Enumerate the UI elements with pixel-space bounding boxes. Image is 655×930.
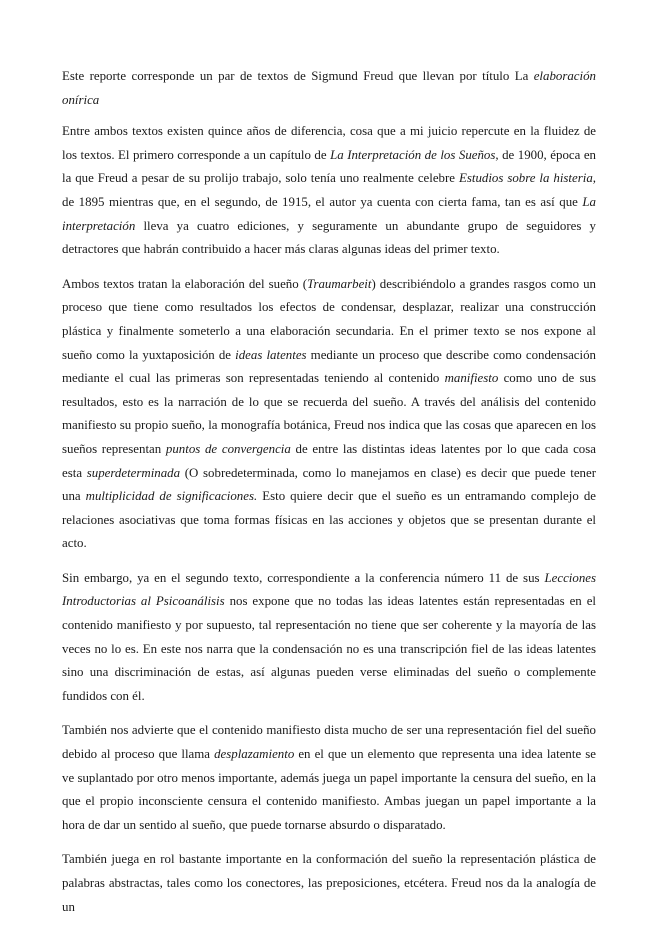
- italic-term: desplazamiento: [214, 747, 295, 762]
- italic-term: elaboración onírica: [62, 69, 596, 107]
- paragraph-plastic-representation: También juega en rol bastante importante en la conformación del sueño la representación plástica de palabras abstractas, tales como los conectores, las preposiciones, etcétera. Freud nos da la analogía de un: [62, 852, 596, 914]
- italic-term: ideas latentes: [235, 347, 307, 362]
- italic-term: La Interpretación de los Sueños: [330, 147, 496, 162]
- paragraph-intro: Este reporte corresponde un par de textos de Sigmund Freud que llevan por título La elaboración onírica: [62, 69, 596, 107]
- paragraph-first-text: Ambos textos tratan la elaboración del sueño (Traumarbeit) describiéndolo a grandes rasgos como un proceso que tiene como resultados los efectos de condensar, desplazar, realizar una construcción plástica y finalmente someterlo a una elaboración secundaria. En el primer texto se nos expone al sueño como la yuxtaposición de ideas latentes mediante un proceso que describe como condensación mediante el cual las primeras son representadas teniendo al contenido manifiesto como uno de sus resultados, esto es la narración de lo que se recuerda del sueño. A través del análisis del contenido manifiesto su propio sueño, la monografía botánica, Freud nos indica que las cosas que aparecen en los sueños representan puntos de convergencia de entre las distintas ideas latentes por lo que cada cosa esta superdeterminada (O sobredeterminada, como lo manejamos en clase) es decir que puede tener una multiplicidad de significaciones. Esto quiere decir que el sueño es un entramando complejo de relaciones asociativas que toma formas físicas en las acciones y objetos que se presentan durante el acto.: [62, 276, 596, 551]
- italic-term: Traumarbeit: [307, 276, 372, 291]
- paragraph-context: Entre ambos textos existen quince años de diferencia, cosa que a mi juicio repercute en la fluidez de los textos. El primero corresponde a un capítulo de La Interpretación de los Sueños, de 1900, época en la que Freud a pesar de su prolijo trabajo, solo tenía uno realmente celebre Estudios sobre la histeria, de 1895 mientras que, en el segundo, de 1915, el autor ya cuenta con cierta fama, tan es así que La interpretación lleva ya cuatro ediciones, y seguramente un abundante grupo de seguidores y detractores que habrán contribuido a hacer más claras algunas ideas del primer texto.: [62, 124, 596, 257]
- italic-term: superdeterminada: [86, 465, 181, 480]
- italic-term: La interpretación: [62, 194, 596, 233]
- paragraph-second-text: Sin embargo, ya en el segundo texto, correspondiente a la conferencia número 11 de sus Lecciones Introductorias al Psicoanálisis nos expone que no todas las ideas latentes están representadas en el contenido manifiesto y por supuesto, tal representación no tiene que ser coherente y la mayoría de las veces no lo es. En este nos narra que la condensación no es una transcripción fiel de las ideas latentes sino una discriminación de estas, así algunas pueden verse eliminadas del sueño o complemente fundidos con él.: [62, 570, 596, 703]
- italic-term: manifiesto: [444, 371, 499, 386]
- paragraph-displacement: También nos advierte que el contenido manifiesto dista mucho de ser una representación fiel del sueño debido al proceso que llama desplazamiento en el que un elemento que representa una idea latente se ve suplantado por otro menos importante, además juega un papel importante la censura del sueño, en la que el propio inconsciente censura el contenido manifiesto. Ambas juegan un papel importante a la hora de dar un sentido al sueño, que puede tornarse absurdo o disparatado.: [62, 723, 596, 832]
- italic-term: Estudios sobre la histeria,: [458, 171, 596, 186]
- italic-term: puntos de convergencia: [165, 441, 291, 456]
- document-body: [62, 65, 596, 930]
- italic-term: Lecciones Introductorias al Psicoanálisis: [62, 570, 596, 609]
- italic-term: multiplicidad de significaciones.: [85, 489, 258, 504]
